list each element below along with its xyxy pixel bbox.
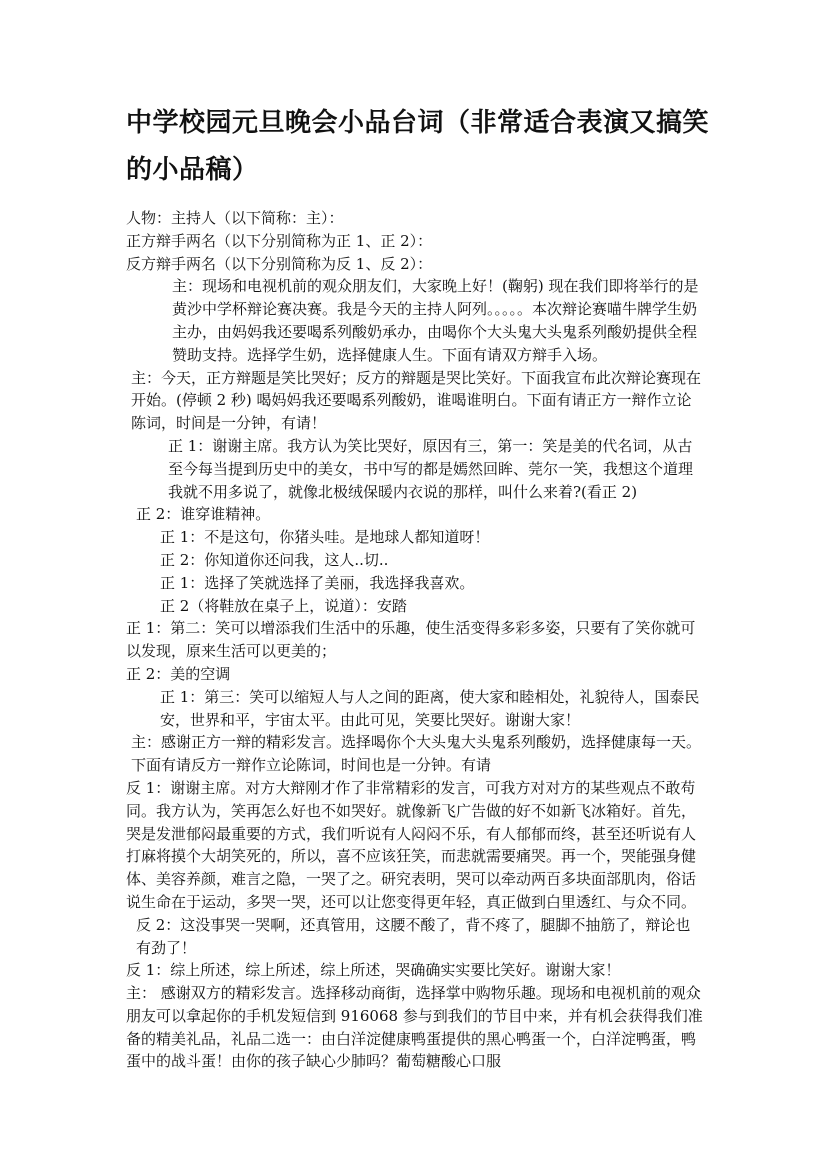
paragraph-pro1-third: 正 1：第三：笑可以缩短人与人之间的距离，使大家和睦相处，礼貌待人，国泰民安，世界和平，宇宙太平。由此可见，笑要比哭好。谢谢大家！: [160, 687, 700, 729]
paragraph-pro1-line: 正 1：不是这句，你猪头哇。是地球人都知道呀！: [160, 528, 490, 547]
paragraph-host-closing: 主： 感谢双方的精彩发言。选择移动商街，选择掌中购物乐趣。现场和电视机前的观众朋友可以拿起你的手机发短信到 916068 参与到我们的节目中来，并有机会获得我们准备的精美礼品，礼品二选一：由白洋淀健康鸭蛋提供的黑心鸭蛋一个，白洋淀鸭蛋，鸭蛋中的战斗蛋！由你的孩子缺心少肺吗？葡萄糖酸心口服: [126, 984, 703, 1071]
paragraph-pro-debaters: 正方辩手两名（以下分别简称为正 1、正 2）：: [126, 231, 433, 250]
paragraph-host-thanks: 主：感谢正方一辩的精彩发言。选择喝你个大头鬼大头鬼系列酸奶，选择健康每一天。下面有请反方一辩作立论陈词，时间也是一分钟。有请: [131, 733, 702, 775]
paragraph-pro1-line: 正 1：选择了笑就选择了美丽，我选择我喜欢。: [160, 573, 475, 592]
paragraph-host-topics: 主：今天，正方辩题是笑比哭好；反方的辩题是哭比笑好。下面我宣布此次辩论赛现在开始。(停顿 2 秒) 喝妈妈我还要喝系列酸奶，谁喝谁明白。下面有请正方一辩作立论陈词，时间是一分钟，有请！: [131, 368, 702, 433]
paragraph-pro2-line: 正 2：你知道你还问我，这人..切..: [160, 550, 389, 569]
paragraph-con-debaters: 反方辩手两名（以下分别简称为反 1、反 2）：: [126, 254, 433, 273]
document-title: 中学校园元旦晚会小品台词（非常适合表演又搞笑的小品稿）: [126, 108, 710, 185]
paragraph-host-opening: 主：现场和电视机前的观众朋友们，大家晚上好！(鞠躬) 现在我们即将举行的是黄沙中学杯辩论赛决赛。我是今天的主持人阿列。。。。。本次辩论赛喵牛牌学生奶主办，由妈妈我还要喝系列酸奶承办，由喝你个大头鬼大头鬼系列酸奶提供全程赞助支持。选择学生奶，选择健康人生。下面有请双方辩手入场。: [172, 277, 699, 364]
paragraph-con2-line: 反 2：这没事哭一哭啊，还真管用，这腰不酸了，背不疼了，腿脚不抽筋了，辩论也有劲了！: [136, 915, 691, 957]
paragraph-pro1-second: 正 1：第二：笑可以增添我们生活中的乐趣，使生活变得多彩多姿，只要有了笑你就可以发现，原来生活可以更美的；: [126, 619, 696, 661]
paragraph-pro2-line: 正 2：美的空调: [126, 664, 231, 683]
document-body: [126, 207, 704, 1073]
paragraph-con1-summary: 反 1：综上所述，综上所述，综上所述，哭确确实实要比笑好。谢谢大家！: [126, 961, 621, 980]
paragraph-characters: 人物：主持人（以下简称：主）：: [126, 209, 344, 227]
paragraph-con1-argument: 反 1：谢谢主席。对方大辩刚才作了非常精彩的发言，可我方对对方的某些观点不敢苟同。我方认为，笑再怎么好也不如哭好。就像新飞广告做的好不如新飞冰箱好。首先，哭是发泄郁闷最重要的方式，我们听说有人闷闷不乐，有人郁郁而终，甚至还听说有人打麻将摸个大胡笑死的，所以，喜不应该狂笑，而悲就需要痛哭。再一个，哭能强身健体、美容养颜，难言之隐，一哭了之。研究表明，哭可以牵动两百多块面部肌肉，俗话说生命在于运动，多哭一哭，还可以让您变得更年轻，真正做到白里透红、与众不同。: [126, 778, 697, 911]
paragraph-pro2-line: 正 2（将鞋放在桌子上，说道）：安踏: [160, 596, 407, 615]
paragraph-pro2-line: 正 2：谁穿谁精神。: [136, 505, 271, 524]
paragraph-pro1-first: 正 1：谢谢主席。我方认为笑比哭好，原因有三，第一：笑是美的代名词，从古至今每当提到历史中的美女，书中写的都是嫣然回眸、莞尔一笑，我想这个道理我就不用多说了，就像北极绒保暖内衣说的那样，叫什么来着?(看正 2): [168, 436, 694, 501]
